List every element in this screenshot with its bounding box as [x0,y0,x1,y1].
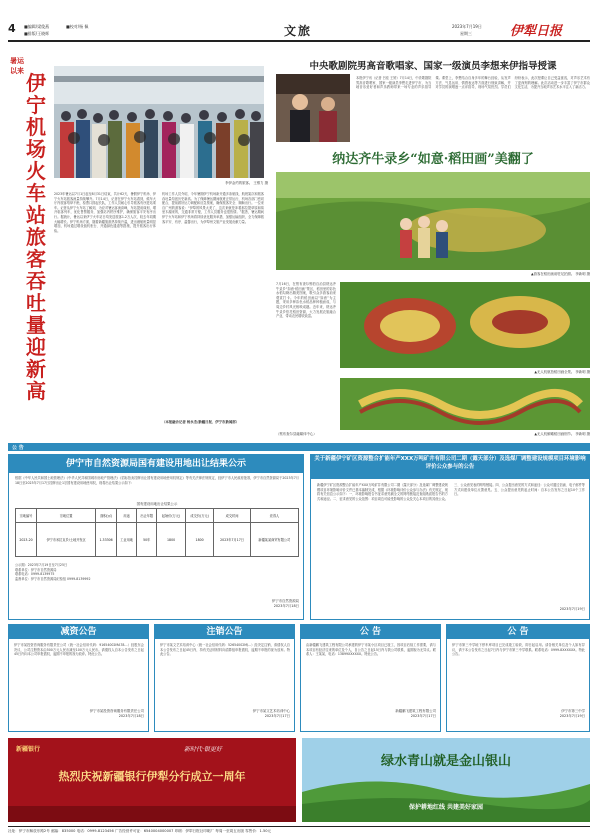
land-notice-footer: 伊宁市自然资源局 2023年7月18日 [271,599,299,608]
crowd-photo-image [54,66,264,178]
table-cell: 50年 [137,523,157,557]
issue-weekday: 星期三 [460,31,472,36]
left-story [8,44,268,440]
painting-byline: （察布查尔县融媒体中心） [276,432,317,436]
story-tag-2: 以来 [10,67,24,75]
table-cell: 1800 [185,523,214,557]
table-cell: 新疆某某商贸有限公司 [250,523,298,557]
editor-line-3: ■排版/王晓辉 [24,31,50,36]
small-notice-title: 公 告 [301,625,440,639]
editor-line-2: ■校对/杨 佩 [66,24,89,29]
table-cell: 1800 [157,523,186,557]
left-story-body-col2: 机场工作人员介绍，今年暑期伊宁机场新开通多条航线，航班架次和旅客吞吐量均创历史新高。为了保障暑运期间航班正常运行，机场各部门密切配合，提前做好运力调配和应急预案，确保旅客安全、顺畅出行。一位来自广州的游客说：“伊犁的风景太美了，这次来就是冲着那拉提草原和赛里木湖来的，交通非常方便，工作人员服务也很热情。”据悉，暑运期间伊宁火车站和伊宁机场将持续优化服务举措，加强运输组织，全力保障旅客平安、有序、温馨出行，为伊犁州文旅产业发展贡献力量。 [162,192,264,224]
section-title: 文旅 [284,24,313,38]
footer-rule [8,826,590,827]
table-cell: 伊宁市米拉克乡/土地开发区 [37,523,96,557]
bank-ad-bank-name: 新疆银行 [16,746,41,753]
small-notice-body: 伊宁市某文艺术培训中心（统一社会信用代码：52654002MJ…）经决定注销，请债权人自本公告发布之日起45日内，持有关证明材料向清算组申报债权，逾期不申报的视为放弃。特此公告。 [160,643,290,657]
small-notice-footer: 伊宁市第三中学 2023年7月19日 [559,709,585,718]
small-notice-footer: 伊宁市某投资咨询服务有限责任公司 2023年7月18日 [89,709,144,718]
music-headline: 中央歌剧院男高音歌唱家、国家一级演员李想来伊指导授课 [309,61,557,72]
masthead [0,0,598,44]
small-notice-footer: 新疆鹏飞建筑工程有限公司 2023年7月17日 [395,709,436,718]
land-table [15,508,299,557]
notice-bar [8,443,590,451]
small-notice-1 [8,624,149,732]
painting-caption-3: ▲无人机俯瞰稻田画细节。 李新明 摄 [534,432,590,436]
music-body: 本报伊宁讯（记者 吕佳 王婷）7月14日，中央歌剧院男高音歌唱家、国家一级演员李想走进伊宁市，为当地音乐爱好者和声乐教师带来一场专业的声乐指导课。课堂上，李想结合自身多年的舞台经验，从发声方法、气息运用、情感表达等方面进行细致讲解，并对学员的演唱逐一点评指导，现场气氛热烈。学员们纷纷表示，此次授课让自己受益匪浅，对声乐艺术有了更深刻的理解。此次活动进一步丰富了伊宁市群众文化生活，为提升当地声乐艺术水平注入了新活力。 [356,76,590,90]
small-notice-title: 注销公告 [155,625,294,639]
vertical-headline: 伊宁机场火车站旅客吞吐量迎新高 [26,71,46,403]
bank-ad-title: 热烈庆祝新疆银行伊犁分行成立一周年 [58,770,246,783]
issue-date: 2023年7月19日 [452,24,482,29]
table-header-cell: 出让年限 [137,509,157,523]
painting-story [276,146,590,440]
painting-headline: 纳达齐牛录乡“如意·稻田画”美翻了 [332,152,534,167]
env-notice-footer: 2023年7月19日 [559,607,585,611]
singer-photo [276,74,350,142]
land-notice-intro: 根据《中华人民共和国土地管理法》《中华人民共和国城市房地产管理法》《招标拍卖挂牌出让国有建设用地使用权规定》等有关法律法规规定，经伊宁市人民政府批准，伊宁市自然资源局于2023年7月18日至2023年7月17日挂牌出让1宗国有建设用地使用权，现将出让结果公示如下： [15,476,299,485]
land-notice [8,454,304,620]
table-cell: 1.33306 [96,523,117,557]
eco-ad-subtitle: 保护耕地红线 共建美好家园 [408,804,484,811]
small-notice-title: 公 告 [447,625,589,639]
eco-ad [302,738,590,822]
story-tag-1: 暑运 [10,57,24,65]
small-notice-title: 减资公告 [9,625,148,639]
bank-ad [8,738,296,822]
small-notice-footer: 伊宁市某文艺术培训中心 2023年7月17日 [252,709,290,718]
painting-photo-3 [340,378,590,430]
table-header-cell: 宗地编号 [16,509,37,523]
singer-photo-image [276,74,350,142]
small-notice-body: 伊宁市第三中学地下停车库项目已完成竣工验收，即日起启用。请各相关单位及个人如有异议，请于本公告发布之日起7日内与伊宁市第三中学联系。联系电话：0999-8XXXXXX。特此公告。 [452,643,585,657]
table-header-cell: 用途 [117,509,137,523]
table-cell: 2023年7月17日 [214,523,250,557]
small-notice-body: 伊宁市某投资咨询服务有限责任公司（统一社会信用代码：91654002MA78…）经股东会决议，公司注册资本由500万元人民币减至100万元人民币。请债权人自本公告发布之日起45日内向本公司申报债权，逾期不申报的视为放弃。特此公告。 [14,643,144,657]
page-number: 4 [8,22,16,35]
env-notice-title: 关于新疆伊宁矿区资源整合扩能年产XXX万吨矿井有限公司二期（露天部分）及选煤厂调整建设规模项目环境影响评价公众参与的公告 [311,455,589,479]
left-story-body-col1: 2023年暑运以7月1日起至8月31日结束，共计62天，暑假伊宁机场、伊宁火车站旅客流量持续攀升。7月14日，记者在伊宁火车站看到，候车大厅内旅客络绎不绝，检票口排起长队，工作人员耐心引导旅客有序进站乘车。记者从伊宁火车站了解到，为应对暑运客流高峰，车站提前谋划，增开临客列车，优化售票服务，加强站内秩序维护，确保旅客平安有序出行。据统计，暑运以来伊宁火车站日均发送旅客1.2万人次，较去年同期大幅增长。伊宁机场方面，随着新疆旅游热持续升温，进出港航班量明显增加，机场通过增设值机柜台、开通绿色通道等措施，提升旅客出行体验。 [54,192,156,233]
music-story [276,58,590,144]
env-notice-body: 新疆伊宁矿区资源整合扩能年产XXX万吨矿井有限公司二期（露天部分）及选煤厂调整建设规模项目环境影响评价文件已基本编制完成，根据《环境影响评价公众参与办法》有关规定，现将有关信息公示如下：一、环境影响报告书征求意见稿全文的网络链接及查阅纸质报告书的方式和途径。二、征求意见的公众范围：项目周边可能受影响的公众及关心本项目的其他公众。三、公众意见表的网络链接。四、公众提出意见的方式和途径：公众可通过信函、电子邮件等方式向建设单位反馈意见。五、公众提出意见的起止时间：自本公告发布之日起10个工作日。 [317,483,585,501]
table-header-cell: 面积(㎡) [96,509,117,523]
notice-bar-label: 公 告 [12,445,24,451]
table-header-cell: 竞得人 [250,509,298,523]
land-table-header [16,509,299,523]
masthead-rule [8,40,590,42]
eco-ad-title: 绿水青山就是金山银山 [380,754,511,769]
crowd-photo [54,66,264,178]
crowd-photo-caption: 李伊金约的旅客。 王维力 摄 [225,181,268,185]
table-header-cell: 成交时间 [214,509,250,523]
painting-photo-large [276,172,590,270]
editor-line-1: ■编辑/梁俊燕 [24,24,50,29]
painting-body: 7月16日，在察布查尔锡伯自治县纳达齐牛录乡“如意·稻田画”景区，稻田里的彩色水稻勾勒出精美图案，吸引众多游客前来观赏打卡。今年的稻田画以“如意”为主题，采用多种彩色水稻品种种植而成，与周边乡村风光相映成趣。近年来，纳达齐牛录乡依托稻田资源，大力发展农旅融合产业，带动农民增收致富。 [276,282,336,319]
painting-caption-1: ▲游客在稻田画前驻足拍照。 李新明 摄 [530,272,590,276]
table-header-cell: 成交价(万元) [185,509,214,523]
small-notice-3 [300,624,441,732]
painting-photo-2-image [340,282,590,368]
bank-ad-tagline: 新时代·银更好 [184,746,222,753]
small-notice-4 [446,624,590,732]
painting-photo-3-image [340,378,590,430]
small-notice-2 [154,624,295,732]
table-cell: 2023-20 [16,523,37,557]
footer-text: 社址：伊宁市解放东路2号 邮编：835000 电话：0999-8123456 广告经营许可证：6540004000007 印刷：伊犁日报社印刷厂 每周一至周五出版 零售价：1.50元 [8,829,272,833]
land-table-title: 国有建设用地出让结果公示 [136,502,178,506]
table-cell: 工业用地 [117,523,137,557]
env-notice [310,454,590,620]
table-header-cell: 宗地位置 [37,509,96,523]
land-notice-body: 公示期：2023年7月19日至7月25日 联系单位：伊宁市自然资源局 联系电话：0999-8139975 监督单位：伊宁市自然资源局纪检组 0999-8139992 [15,563,91,581]
painting-caption-2: ▲无人机航拍稻田画全景。 李新明 摄 [534,370,590,374]
painting-photo-2 [340,282,590,368]
left-story-byline: （本报融合记者 杨永杰/新疆日报、伊宁市新闻部） [162,420,240,424]
painting-photo-large-image [276,172,590,270]
table-header-cell: 起始价(万元) [157,509,186,523]
newspaper-logo: 伊犁日报 [510,24,563,39]
bank-ad-band [8,806,296,822]
table-row [16,523,299,557]
small-notice-body: 由新疆鹏飞建筑工程有限公司承建的伊宁市某小区项目已竣工，因项目后续工作需要，请与本项目有经济往来的单位及个人，自公告之日起15日内与我公司联系，逾期视为无异议。联系人：王某某，电话：13899XXXXXX。特此公告。 [306,643,436,657]
land-notice-title: 伊宁市自然资源局国有建设用地出让结果公示 [9,455,303,473]
